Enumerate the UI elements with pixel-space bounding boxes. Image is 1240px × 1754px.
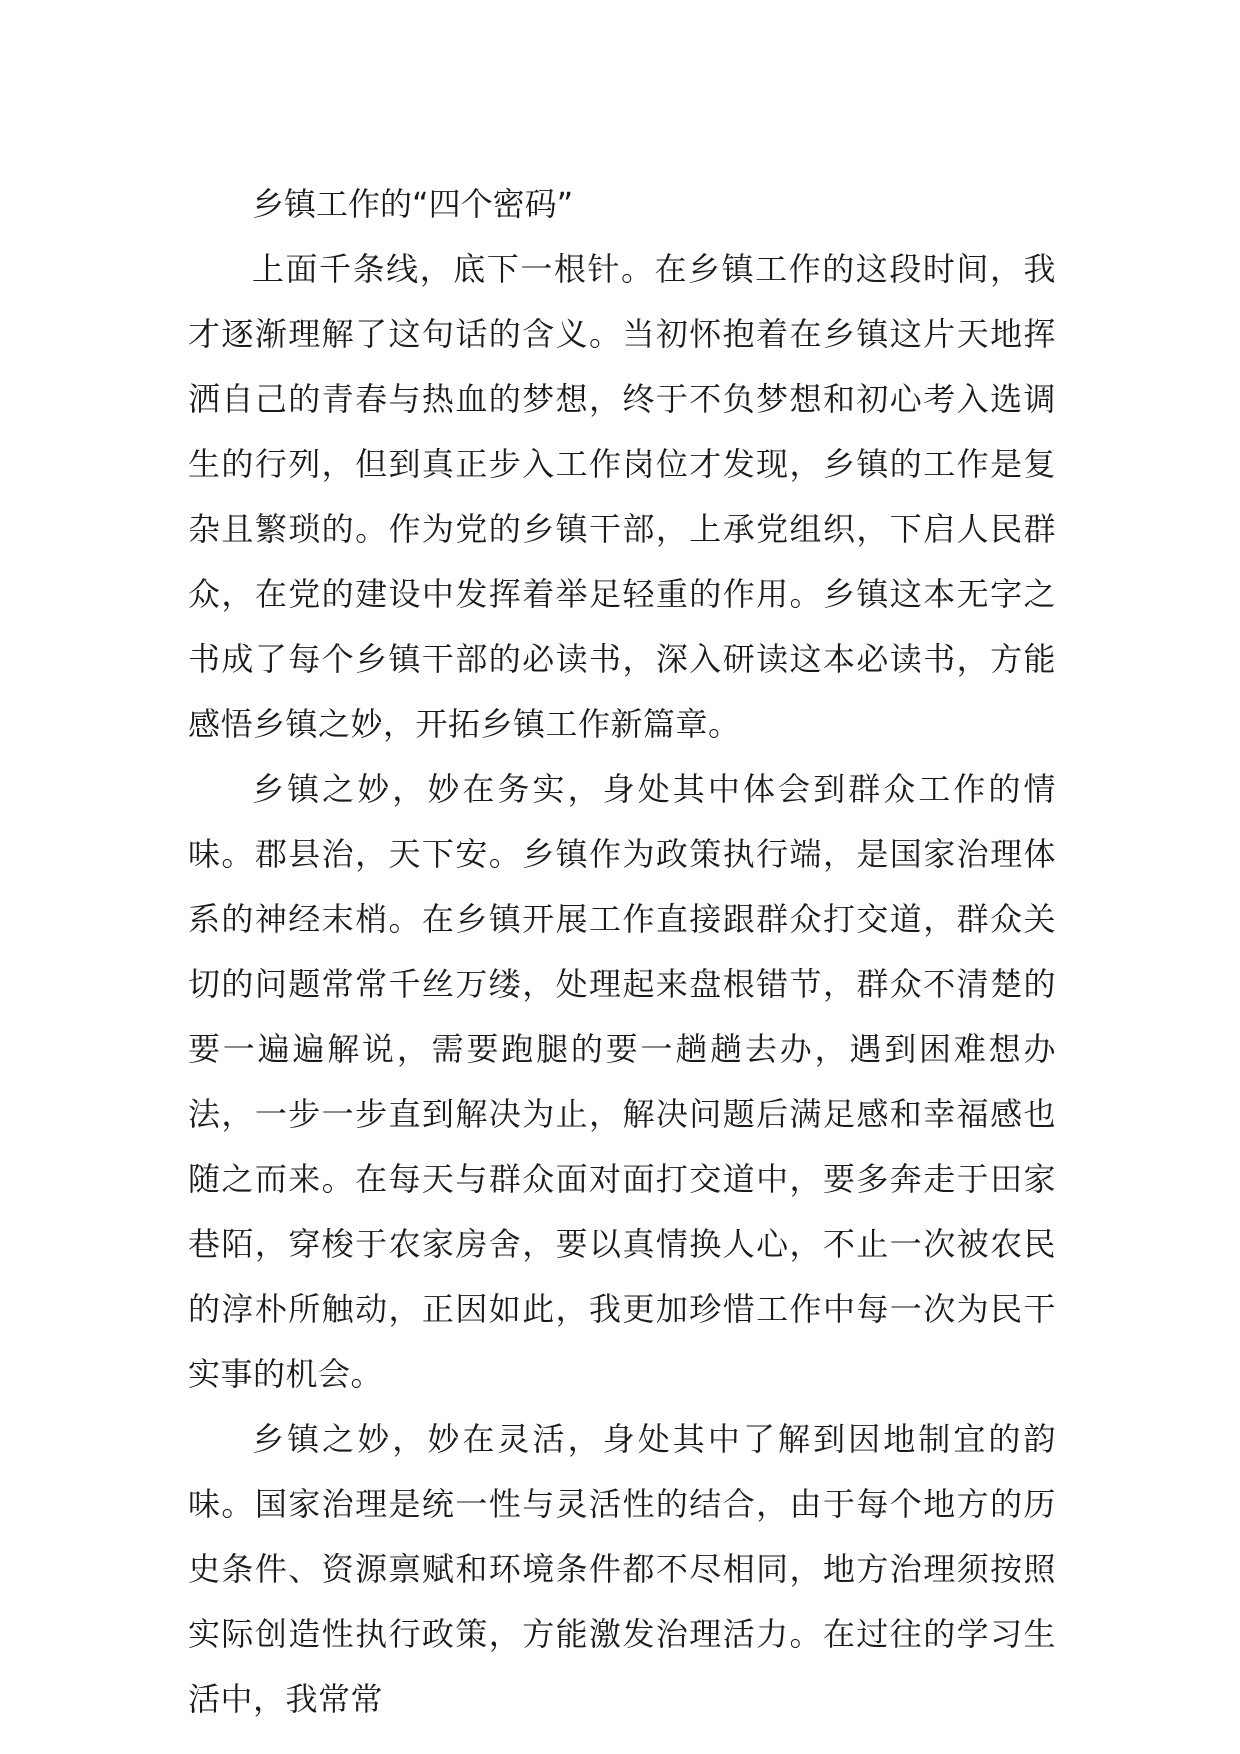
paragraph-1: 上面千条线，底下一根针。在乡镇工作的这段时间，我才逐渐理解了这句话的含义。当初怀抱着在乡镇这片天地挥洒自己的青春与热血的梦想，终于不负梦想和初心考入选调生的行列，但到真正步入工作岗位才发现，乡镇的工作是复杂且繁琐的。作为党的乡镇干部，上承党组织，下启人民群众，在党的建设中发挥着举足轻重的作用。乡镇这本无字之书成了每个乡镇干部的必读书，深入研读这本必读书，方能感悟乡镇之妙，开拓乡镇工作新篇章。 bbox=[188, 250, 1056, 743]
document-title: 乡镇工作的“四个密码” bbox=[252, 185, 574, 223]
paragraph-2: 乡镇之妙，妙在务实，身处其中体会到群众工作的情味。郡县治，天下安。乡镇作为政策执行端，是国家治理体系的神经末梢。在乡镇开展工作直接跟群众打交道，群众关切的问题常常千丝万缕，处理起来盘根错节，群众不清楚的要一遍遍解说，需要跑腿的要一趟趟去办，遇到困难想办法，一步一步直到解决为止，解决问题后满足感和幸福感也随之而来。在每天与群众面对面打交道中，要多奔走于田家巷陌，穿梭于农家房舍，要以真情换人心，不止一次被农民的淳朴所触动，正因如此，我更加珍惜工作中每一次为民干实事的机会。 bbox=[188, 770, 1056, 1393]
paragraph-3: 乡镇之妙，妙在灵活，身处其中了解到因地制宜的韵味。国家治理是统一性与灵活性的结合，由于每个地方的历史条件、资源禀赋和环境条件都不尽相同，地方治理须按照实际创造性执行政策，方能激发治理活力。在过往的学习生活中，我常常 bbox=[188, 1420, 1056, 1718]
document-body bbox=[188, 172, 1056, 1732]
